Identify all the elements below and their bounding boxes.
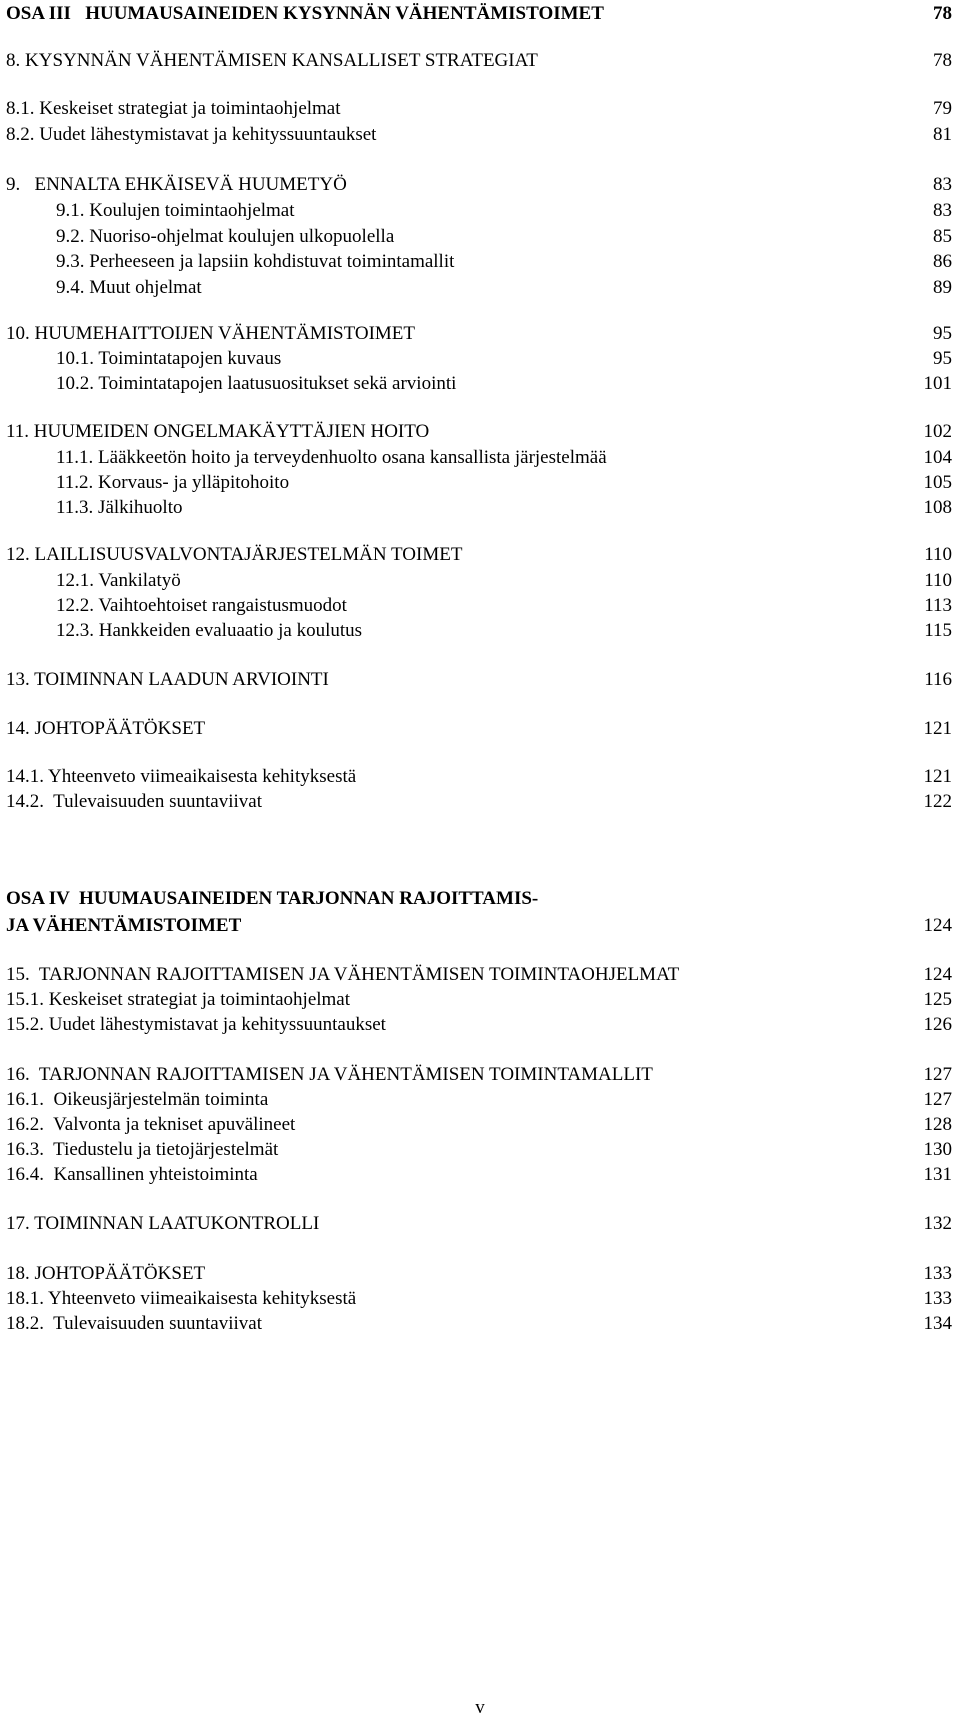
toc-entry (0, 1112, 960, 1138)
toc-entry (0, 593, 960, 619)
toc-entry-page: 127 (923, 1064, 952, 1085)
toc-entry-title: 10. HUUMEHAITTOIJEN VÄHENTÄMISTOIMET (6, 323, 416, 344)
toc-entry (0, 987, 960, 1013)
toc-entry (0, 1286, 960, 1312)
toc-entry-title: 14. JOHTOPÄÄTÖKSET (6, 718, 206, 739)
toc-entry (0, 1137, 960, 1163)
toc-entry-title: 8. KYSYNNÄN VÄHENTÄMISEN KANSALLISET STRATEGIAT (6, 50, 538, 71)
toc-entry (0, 618, 960, 644)
toc-entry (0, 962, 960, 988)
toc-entry-page: 85 (933, 226, 952, 247)
toc-entry (0, 122, 960, 148)
toc-entry-page: 124 (923, 964, 952, 985)
toc-entry (0, 1087, 960, 1113)
toc-entry (0, 198, 960, 224)
toc-entry-page: 124 (923, 915, 952, 936)
toc-entry-page: 108 (923, 497, 952, 518)
toc-entry-page: 128 (923, 1114, 952, 1135)
toc-entry-title: 14.1. Yhteenveto viimeaikaisesta kehityksestä (6, 766, 357, 787)
toc-entry-page: 101 (923, 373, 952, 394)
toc-entry (0, 1211, 960, 1237)
toc-entry (0, 1062, 960, 1088)
toc-entry-page: 79 (933, 98, 952, 119)
toc-entry-page: 113 (924, 595, 952, 616)
toc-entry-page: 121 (923, 718, 952, 739)
toc-entry-title: 16.4. Kansallinen yhteistoiminta (6, 1164, 258, 1185)
toc-entry-page: 125 (923, 989, 952, 1010)
toc-entry-title: 9.2. Nuoriso-ohjelmat koulujen ulkopuolella (56, 226, 395, 247)
toc-entry (0, 1261, 960, 1287)
toc-entry (0, 1012, 960, 1038)
toc-entry-title: 18.1. Yhteenveto viimeaikaisesta kehityksestä (6, 1288, 357, 1309)
toc-entry (0, 1, 960, 27)
toc-entry-title: 11. HUUMEIDEN ONGELMAKÄYTTÄJIEN HOITO (6, 421, 430, 442)
toc-entry-page: 81 (933, 124, 952, 145)
toc-entry (0, 346, 960, 372)
toc-entry-title: 12. LAILLISUUSVALVONTAJÄRJESTELMÄN TOIMET (6, 544, 463, 565)
toc-entry (0, 1311, 960, 1337)
toc-entry-page: 86 (933, 251, 952, 272)
toc-entry-title: 9.3. Perheeseen ja lapsiin kohdistuvat toimintamallit (56, 251, 455, 272)
toc-entry-title: 8.1. Keskeiset strategiat ja toimintaohjelmat (6, 98, 341, 119)
toc-entry-title: 12.3. Hankkeiden evaluaatio ja koulutus (56, 620, 363, 641)
toc-entry-title: 10.2. Toimintatapojen laatusuositukset sekä arviointi (56, 373, 457, 394)
toc-entry-title: 8.2. Uudet lähestymistavat ja kehityssuuntaukset (6, 124, 377, 145)
toc-entry-page: 126 (923, 1014, 952, 1035)
toc-entry-page: 121 (923, 766, 952, 787)
toc-entry (0, 1162, 960, 1188)
toc-entry (0, 886, 960, 912)
toc-entry (0, 470, 960, 496)
toc-entry (0, 542, 960, 568)
toc-entry-title: 9. ENNALTA EHKÄISEVÄ HUUMETYÖ (6, 174, 347, 195)
toc-entry (0, 445, 960, 471)
toc-entry-title: 10.1. Toimintatapojen kuvaus (56, 348, 282, 369)
toc-entry-title: 15.2. Uudet lähestymistavat ja kehityssuuntaukset (6, 1014, 386, 1035)
toc-entry-page: 134 (923, 1313, 952, 1334)
toc-entry-page: 102 (923, 421, 952, 442)
page-number: v (475, 1697, 485, 1718)
toc-entry (0, 321, 960, 347)
toc-entry (0, 275, 960, 301)
toc-entry-page: 116 (924, 669, 952, 690)
toc-entry (0, 172, 960, 198)
toc-entry (0, 48, 960, 74)
toc-entry-title: 16. TARJONNAN RAJOITTAMISEN JA VÄHENTÄMISEN TOIMINTAMALLIT (6, 1064, 653, 1085)
toc-entry-title: 16.2. Valvonta ja tekniset apuvälineet (6, 1114, 296, 1135)
toc-entry (0, 789, 960, 815)
toc-entry-title: 15.1. Keskeiset strategiat ja toimintaohjelmat (6, 989, 351, 1010)
toc-entry-page: 110 (924, 544, 952, 565)
toc-entry-title: 12.1. Vankilatyö (56, 570, 181, 591)
toc-entry-page: 95 (933, 348, 952, 369)
toc-entry-title: 14.2. Tulevaisuuden suuntaviivat (6, 791, 262, 812)
toc-entry (0, 913, 960, 939)
toc-entry-page: 115 (924, 620, 952, 641)
toc-entry-title: 15. TARJONNAN RAJOITTAMISEN JA VÄHENTÄMISEN TOIMINTAOHJELMAT (6, 964, 680, 985)
toc-entry (0, 716, 960, 742)
toc-entry-title: 9.1. Koulujen toimintaohjelmat (56, 200, 295, 221)
toc-entry (0, 495, 960, 521)
toc-entry-title: 11.1. Lääkkeetön hoito ja terveydenhuolto osana kansallista järjestelmää (56, 447, 607, 468)
toc-entry-title: 9.4. Muut ohjelmat (56, 277, 202, 298)
toc-entry-title: 16.1. Oikeusjärjestelmän toiminta (6, 1089, 269, 1110)
toc-entry-title: 11.3. Jälkihuolto (56, 497, 183, 518)
toc-entry-page: 83 (933, 200, 952, 221)
toc-entry-page: 133 (923, 1263, 952, 1284)
toc-entry-page: 133 (923, 1288, 952, 1309)
toc-entry-title: 11.2. Korvaus- ja ylläpitohoito (56, 472, 290, 493)
toc-entry-page: 78 (933, 50, 952, 71)
toc-entry-page: 105 (923, 472, 952, 493)
toc-entry (0, 764, 960, 790)
toc-entry-title: 18.2. Tulevaisuuden suuntaviivat (6, 1313, 262, 1334)
toc-entry (0, 568, 960, 594)
toc-entry-page: 78 (933, 3, 952, 24)
toc-entry-page: 104 (923, 447, 952, 468)
toc-entry-page: 130 (923, 1139, 952, 1160)
toc-entry-title: OSA IV HUUMAUSAINEIDEN TARJONNAN RAJOITTAMIS- (6, 888, 539, 909)
toc-entry-page: 89 (933, 277, 952, 298)
toc-entry (0, 249, 960, 275)
toc-entry-title: OSA III HUUMAUSAINEIDEN KYSYNNÄN VÄHENTÄMISTOIMET (6, 3, 604, 24)
toc-entry-title: 13. TOIMINNAN LAADUN ARVIOINTI (6, 669, 329, 690)
toc-entry-title: 18. JOHTOPÄÄTÖKSET (6, 1263, 206, 1284)
toc-entry-page: 95 (933, 323, 952, 344)
toc-entry-title: 17. TOIMINNAN LAATUKONTROLLI (6, 1213, 320, 1234)
toc-entry (0, 419, 960, 445)
toc-entry-title: 16.3. Tiedustelu ja tietojärjestelmät (6, 1139, 279, 1160)
toc-entry-page: 110 (924, 570, 952, 591)
toc-entry (0, 667, 960, 693)
toc-entry-page: 122 (923, 791, 952, 812)
toc-entry (0, 96, 960, 122)
toc-entry-page: 127 (923, 1089, 952, 1110)
toc-entry-title: 12.2. Vaihtoehtoiset rangaistusmuodot (56, 595, 347, 616)
toc-entry (0, 224, 960, 250)
toc-entry (0, 371, 960, 397)
toc-entry-page: 83 (933, 174, 952, 195)
toc-entry-page: 131 (923, 1164, 952, 1185)
toc-entry-page: 132 (923, 1213, 952, 1234)
toc-entry-title: JA VÄHENTÄMISTOIMET (6, 915, 242, 936)
